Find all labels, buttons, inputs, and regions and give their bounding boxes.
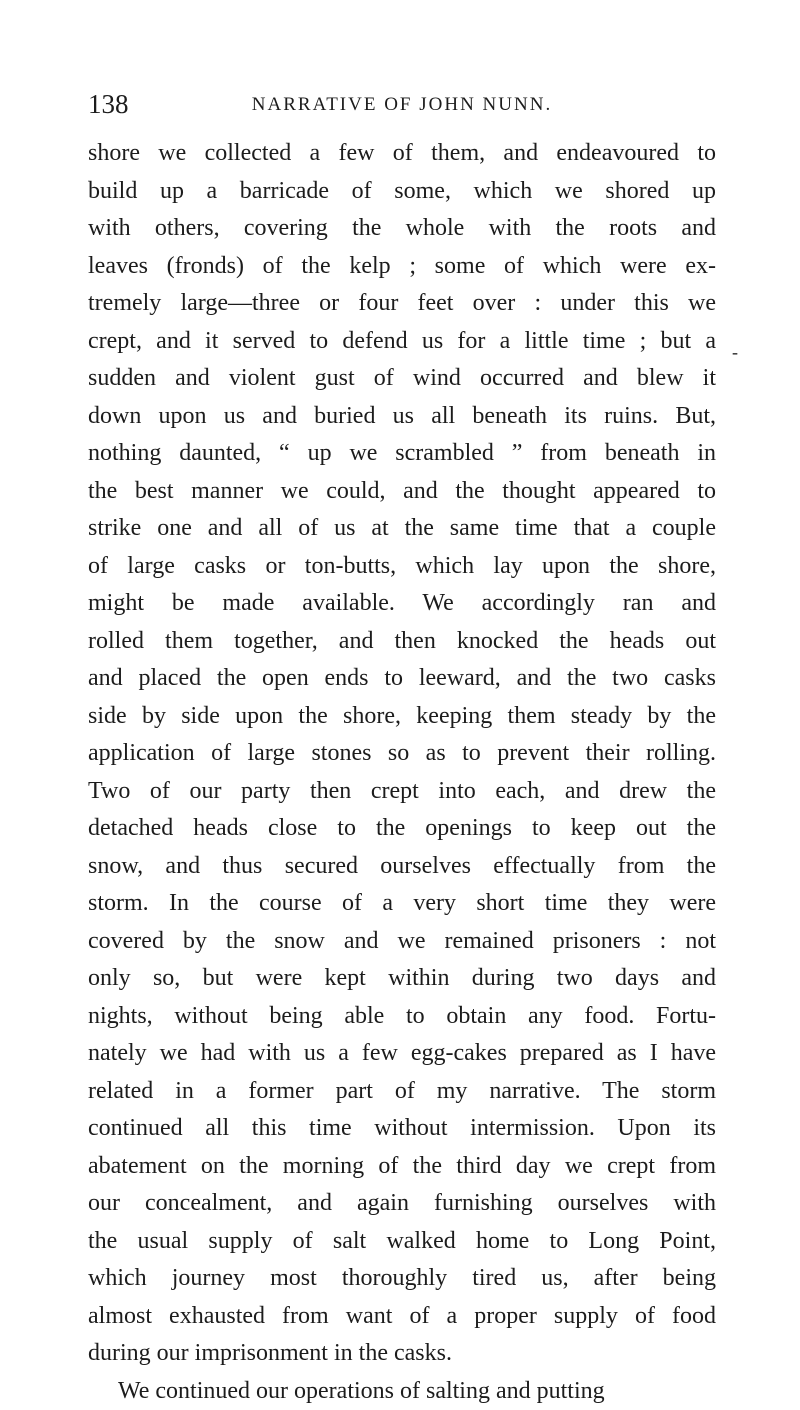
text-line: We continued our operations of salting and putting — [88, 1373, 716, 1410]
text-line: the best manner we could, and the thought appeared to — [88, 473, 716, 511]
page-number: 138 — [88, 86, 129, 122]
text-line: with others, covering the whole with the roots and — [88, 210, 716, 248]
text-line: side by side upon the shore, keeping them steady by the — [88, 698, 716, 736]
text-line: shore we collected a few of them, and endeavoured to — [88, 135, 716, 173]
body-text — [88, 135, 716, 1410]
text-line: might be made available. We accordingly ran and — [88, 585, 716, 623]
text-line: crept, and it served to defend us for a little time ; but a — [88, 323, 716, 361]
margin-mark: - — [732, 342, 738, 362]
text-line: our concealment, and again furnishing ourselves with — [88, 1185, 716, 1223]
text-line: down upon us and buried us all beneath its ruins. But, — [88, 398, 716, 436]
running-head: NARRATIVE OF JOHN NUNN. — [88, 90, 716, 120]
text-line: storm. In the course of a very short time they were — [88, 885, 716, 923]
text-line: nights, without being able to obtain any food. Fortu- — [88, 998, 716, 1036]
text-line: snow, and thus secured ourselves effectually from the — [88, 848, 716, 886]
text-line: nothing daunted, “ up we scrambled ” from beneath in — [88, 435, 716, 473]
text-line: leaves (fronds) of the kelp ; some of which were ex- — [88, 248, 716, 286]
text-line: nately we had with us a few egg-cakes prepared as I have — [88, 1035, 716, 1073]
text-line: of large casks or ton-butts, which lay upon the shore, — [88, 548, 716, 586]
text-line: related in a former part of my narrative. The storm — [88, 1073, 716, 1111]
text-line: Two of our party then crept into each, and drew the — [88, 773, 716, 811]
text-line: covered by the snow and we remained prisoners : not — [88, 923, 716, 961]
text-line: continued all this time without intermission. Upon its — [88, 1110, 716, 1148]
text-line: only so, but were kept within during two days and — [88, 960, 716, 998]
text-line: and placed the open ends to leeward, and the two casks — [88, 660, 716, 698]
text-line: abatement on the morning of the third day we crept from — [88, 1148, 716, 1186]
text-line: which journey most thoroughly tired us, after being — [88, 1260, 716, 1298]
text-line: almost exhausted from want of a proper supply of food — [88, 1298, 716, 1336]
text-line: tremely large—three or four feet over : under this we — [88, 285, 716, 323]
page-header — [88, 86, 716, 126]
text-line: detached heads close to the openings to keep out the — [88, 810, 716, 848]
text-line: the usual supply of salt walked home to Long Point, — [88, 1223, 716, 1261]
text-line: during our imprisonment in the casks. — [88, 1335, 716, 1373]
text-line: sudden and violent gust of wind occurred and blew it — [88, 360, 716, 398]
text-line: rolled them together, and then knocked the heads out — [88, 623, 716, 661]
text-line: build up a barricade of some, which we shored up — [88, 173, 716, 211]
text-line: strike one and all of us at the same time that a couple — [88, 510, 716, 548]
text-line: application of large stones so as to prevent their rolling. — [88, 735, 716, 773]
